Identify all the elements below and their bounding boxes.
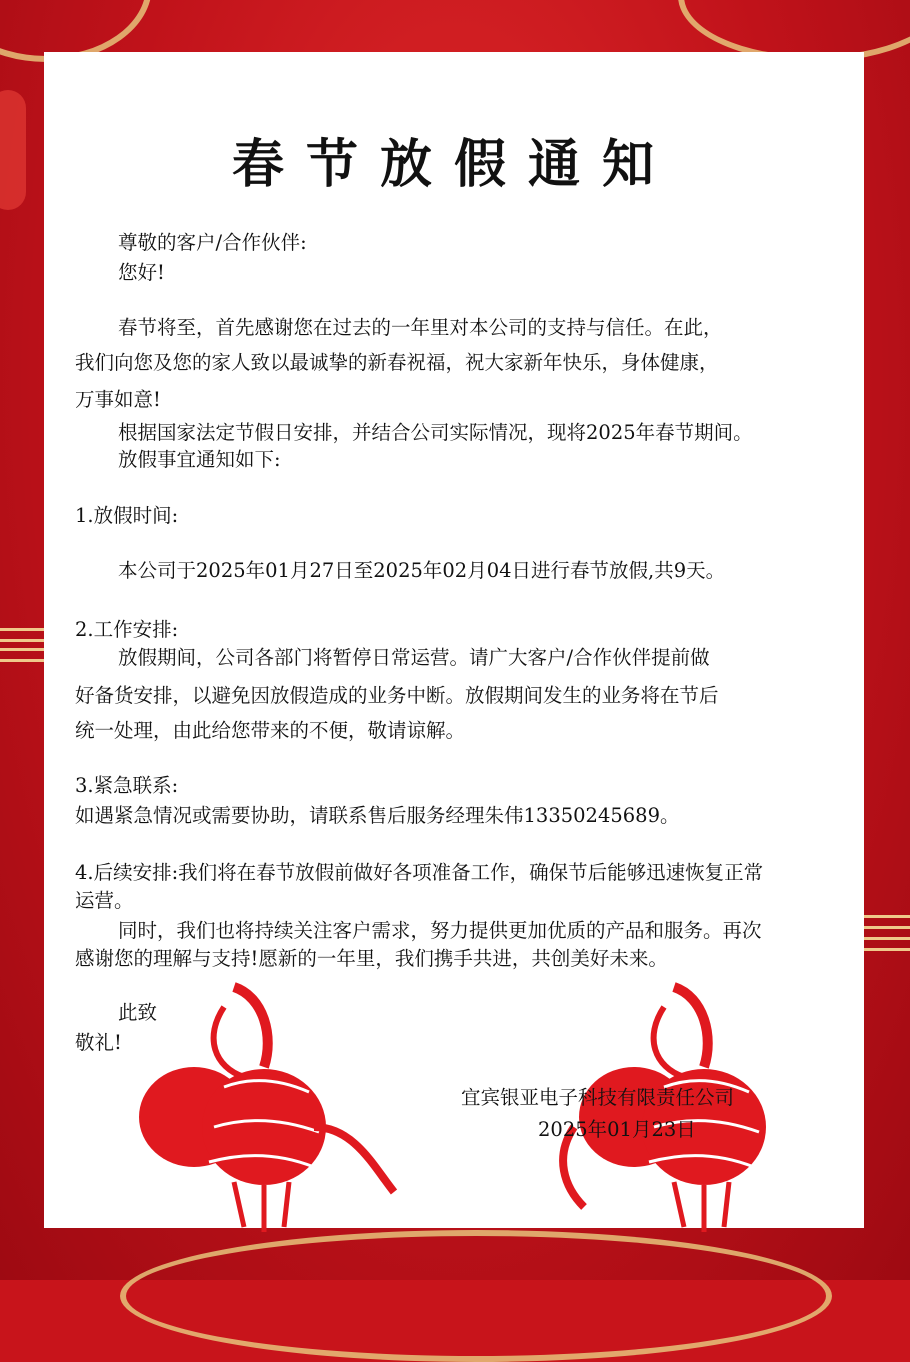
section2-line: 好备货安排，以避免因放假造成的业务中断。放假期间发生的业务将在节后	[75, 684, 719, 707]
notice-paper	[44, 52, 864, 1228]
section2-line: 统一处理，由此给您带来的不便，敬请谅解。	[75, 719, 466, 742]
intro-line: 春节将至，首先感谢您在过去的一年里对本公司的支持与信任。在此，	[118, 316, 723, 339]
company-name: 宜宾银亚电子科技有限责任公司	[461, 1086, 735, 1109]
intro-line: 我们向您及您的家人致以最诚挚的新春祝福，祝大家新年快乐，身体健康，	[75, 351, 719, 374]
notice-title: 春节放假通知	[231, 135, 676, 195]
intro-line: 万事如意!	[75, 388, 161, 411]
closing-line: 同时，我们也将持续关注客户需求，努力提供更加优质的产品和服务。再次	[118, 919, 762, 942]
section1-heading: 1.放假时间:	[75, 504, 179, 527]
sign-off-line: 敬礼!	[75, 1031, 122, 1054]
intro-line: 根据国家法定节假日安排，并结合公司实际情况，现将2025年春节期间。	[118, 421, 753, 444]
section3-heading: 3.紧急联系:	[75, 774, 179, 797]
closing-line: 感谢您的理解与支持!愿新的一年里，我们携手共进，共创美好未来。	[75, 947, 668, 970]
hello: 您好!	[118, 261, 165, 284]
section4-line: 运营。	[75, 889, 134, 912]
wave-ornament-right	[864, 937, 910, 951]
section2-line: 放假期间，公司各部门将暂停日常运营。请广大客户/合作伙伴提前做	[118, 646, 710, 669]
lantern-papercut-left	[114, 977, 404, 1237]
section3-text: 如遇紧急情况或需要协助，请联系售后服务经理朱伟13350245689。	[75, 804, 680, 827]
gold-wave-bottom	[120, 1230, 832, 1362]
sign-off-line: 此致	[118, 1001, 158, 1024]
section1-text: 本公司于2025年01月27日至2025年02月04日进行春节放假,共9天。	[118, 559, 726, 582]
wave-ornament-left	[0, 648, 46, 662]
wave-ornament-left	[0, 628, 46, 642]
section4-line: 4.后续安排:我们将在春节放假前做好各项准备工作，确保节后能够迅速恢复正常	[75, 861, 764, 884]
lantern-left-edge	[0, 90, 26, 210]
notice-date: 2025年01月23日	[538, 1118, 696, 1141]
intro-line: 放假事宜通知如下:	[118, 448, 281, 471]
section2-heading: 2.工作安排:	[75, 618, 179, 641]
greeting: 尊敬的客户/合作伙伴:	[118, 231, 307, 254]
wave-ornament-right	[864, 915, 910, 929]
